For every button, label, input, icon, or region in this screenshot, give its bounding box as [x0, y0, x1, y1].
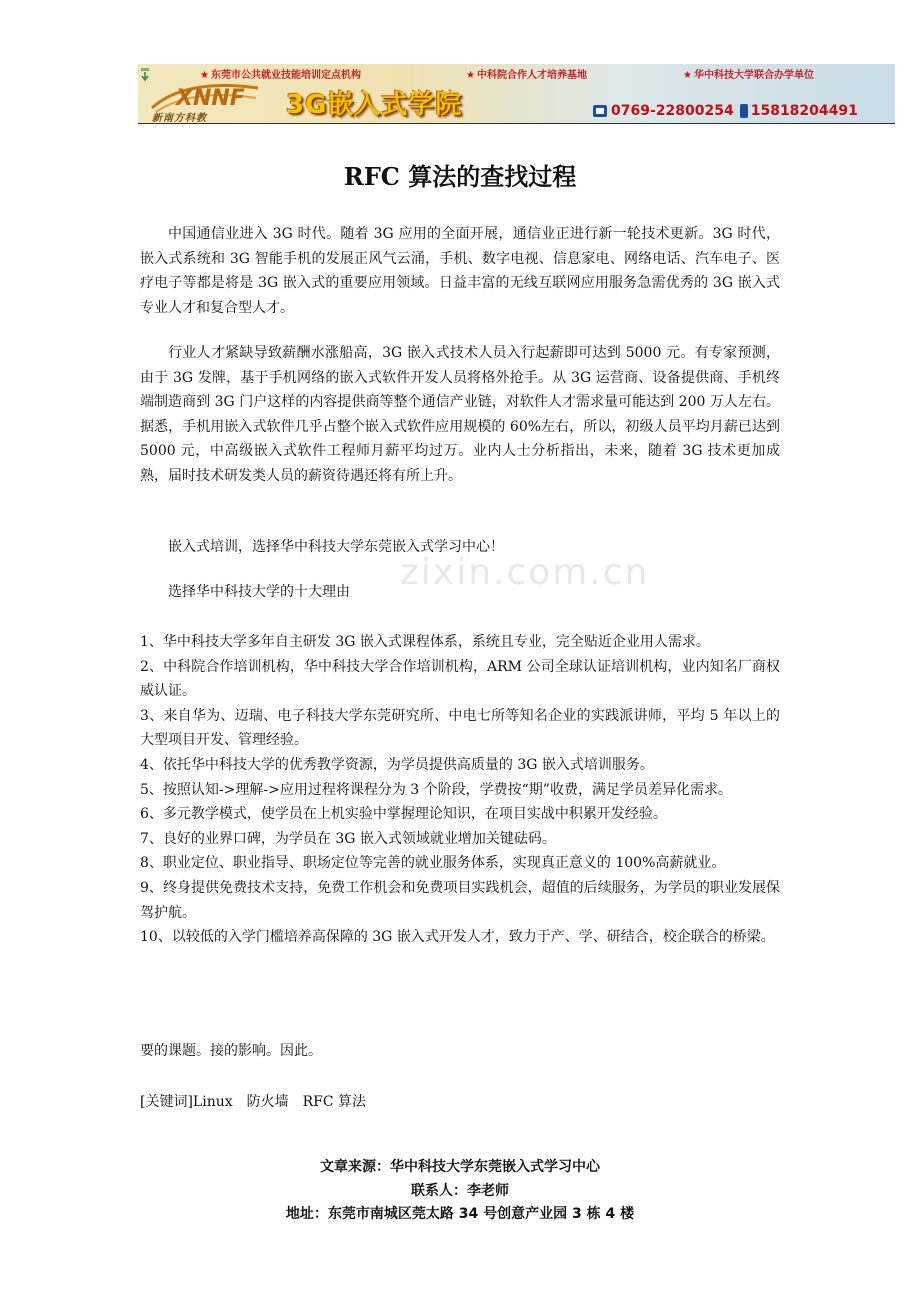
- phone-icon: [593, 105, 607, 117]
- article-footer: [0, 1156, 920, 1227]
- paragraph-reasons-heading: 选择华中科技大学的十大理由: [168, 584, 350, 600]
- list-item: 2、中科院合作培训机构，华中科技大学合作培训机构，ARM 公司全球认证培训机构，业内知名厂商权威认证。: [140, 658, 780, 700]
- paragraph-3g-era: 中国通信业进入 3G 时代。随着 3G 应用的全面开展，通信业正进行新一轮技术更新。3G 时代，嵌入式系统和 3G 智能手机的发展正风气云涌，手机、数字电视、信息家电、网络电话、汽车电子、医疗电子等都是将是 3G 嵌入式的重要应用领域。日益丰富的无线互联网应用服务急需优秀的 3G 嵌入式专业人才和复合型人才。: [140, 226, 780, 316]
- closing-text: 要的课题。接的影响。因此。: [140, 1043, 322, 1059]
- academy-name: 3G嵌入式学院: [286, 90, 463, 120]
- reasons-list: [140, 630, 780, 950]
- list-item: 3、来自华为、迈瑞、电子科技大学东莞研究所、中电七所等知名企业的实践派讲师，平均 5 年以上的大型项目开发、管理经验。: [140, 707, 780, 749]
- contact-phones: [593, 102, 858, 120]
- mobile-phone-icon: [740, 104, 748, 118]
- paragraph-training-choice: 嵌入式培训，选择华中科技大学东莞嵌入式学习中心！: [168, 539, 504, 555]
- contact-person: 联系人：李老师: [411, 1182, 509, 1199]
- article-title: RFC 算法的查找过程: [343, 162, 577, 191]
- tagline-cas-partner: ★ 中科院合作人才培养基地: [466, 70, 587, 81]
- list-item: 1、华中科技大学多年自主研发 3G 嵌入式课程体系，系统且专业，完全贴近企业用人需求。: [140, 634, 710, 650]
- tagline-hust-partner: ★ 华中科技大学联合办学单位: [683, 70, 814, 81]
- header-divider: [138, 123, 895, 124]
- list-item: 5、按照认知->理解->应用过程将课程分为 3 个阶段，学费按“期”收费，满足学员差异化需求。: [140, 781, 732, 798]
- list-item: 10、以较低的入学门槛培养高保障的 3G 嵌入式开发人才，致力于产、学、研结合，校企联合的桥梁。: [140, 929, 775, 946]
- keywords-line: [关键词]Linux 防火墙 RFC 算法: [140, 1094, 367, 1110]
- header-banner: [138, 64, 895, 123]
- watermark: zixin.com.cn: [400, 552, 650, 593]
- list-item: 8、职业定位、职业指导、职场定位等完善的就业服务体系，实现真正意义的 100%高薪就业。: [140, 855, 726, 872]
- list-item: 9、终身提供免费技术支持，免费工作机会和免费项目实践机会，超值的后续服务，为学员的职业发展保驾护航。: [140, 879, 780, 921]
- paragraph-talent-shortage: 行业人才紧缺导致薪酬水涨船高，3G 嵌入式技术人员入行起薪即可达到 5000 元。有专家预测，由于 3G 发牌，基于手机网络的嵌入式软件开发人员将格外抢手。从 3G 运营商、设备提供商、手机终端制造商到 3G 门户这样的内容提供商等整个通信产业链，对软件人才需求量可能达到 200 万人左右。据悉，手机用嵌入式软件几乎占整个嵌入式软件应用规模的 60%左右，所以，初级人员平均月薪已达到 5000 元，中高级嵌入式软件工程师月薪平均过万。业内人士分析指出，未来，随着 3G 技术更加成熟，届时技术研发类人员的薪资待遇还将有所上升。: [140, 345, 780, 484]
- svg-text:XNNF: XNNF: [176, 86, 245, 111]
- article-source: 文章来源：华中科技大学东莞嵌入式学习中心: [320, 1159, 600, 1175]
- list-item: 6、多元教学模式，使学员在上机实验中掌握理论知识，在项目实战中积累开发经验。: [140, 806, 667, 823]
- phone-number: 0769-22800254: [611, 103, 734, 119]
- list-item: 7、良好的业界口碑，为学员在 3G 嵌入式领域就业增加关键砝码。: [140, 830, 556, 847]
- list-item: 4、依托华中科技大学的优秀教学资源，为学员提供高质量的 3G 嵌入式培训服务。: [140, 756, 654, 773]
- mobile-number: 15818204491: [750, 103, 858, 119]
- logo-subtitle: 新南方科教: [152, 113, 207, 123]
- address: 地址：东莞市南城区莞太路 34 号创意产业园 3 栋 4 楼: [285, 1206, 635, 1222]
- tagline-training-institution: ★ 东莞市公共就业技能培训定点机构: [200, 70, 361, 81]
